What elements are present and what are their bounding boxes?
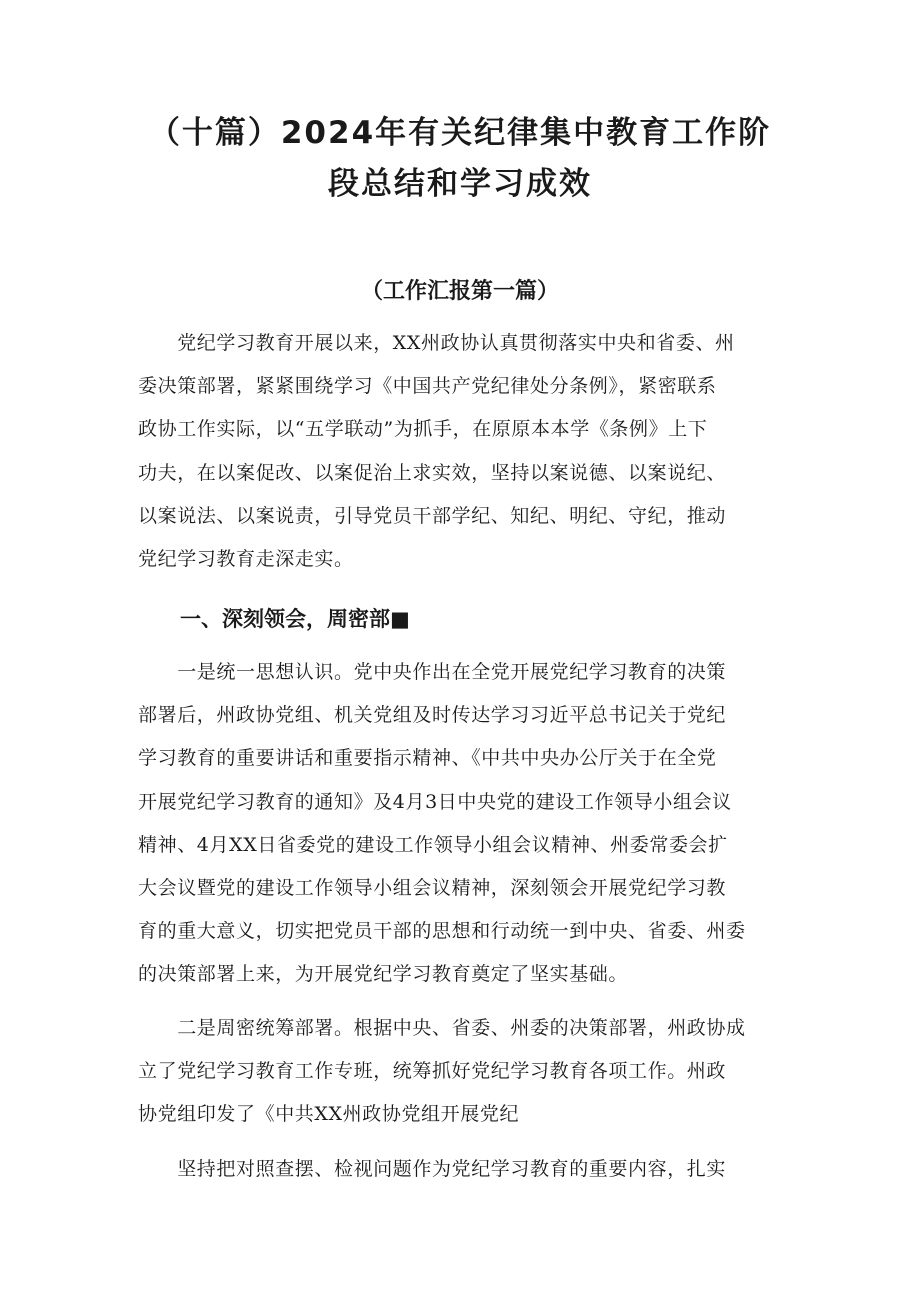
paragraph-unify-thinking: 一是统一思想认识。党中央作出在全党开展党纪学习教育的决策 部署后，州政协党组、机关党组及时传达学习习近平总书记关于党纪 学习教育的重要讲话和重要指示精神、《中共中央办公厅关于在全党 开展党纪学习教育的通知》及4月3日中央党的建设工作领导小组会议 精神、4月XX日省委党的建设工作领导小组会议精神、州委常委会扩 大会议暨党的建设工作领导小组会议精神，深刻领会开展党纪学习教 育的重大意义，切实把党员干部的思想和行动统一到中央、省委、州委 的决策部署上来，为开展党纪学习教育奠定了坚实基础。: [138, 661, 746, 986]
document-subtitle: （工作汇报第一篇）: [360, 279, 559, 304]
intro-paragraph: 党纪学习教育开展以来，XX州政协认真贯彻落实中央和省委、州 委决策部署，紧紧围绕学习《中国共产党纪律处分条例》，紧密联系 政协工作实际，以“五学联动”为抓手，在原原本本学《条例》上下 功夫，在以案促改、以案促治上求实效，坚持以案说德、以案说纪、 以案说法、以案说责，引导党员干部学纪、知纪、明纪、守纪，推动 党纪学习教育走深走实。: [138, 332, 735, 571]
section-heading-1: 一、深刻领会，周密部■: [180, 607, 410, 631]
paragraph-overall-planning: 二是周密统筹部署。根据中央、省委、州委的决策部署，州政协成 立了党纪学习教育工作专班，统筹抓好党纪学习教育各项工作。州政 协党组印发了《中共XX州政协党组开展党纪: [138, 1017, 746, 1126]
document-title-line2: 段总结和学习成效: [328, 166, 592, 202]
paragraph-self-examination: 坚持把对照查摆、检视问题作为党纪学习教育的重要内容，扎实: [138, 1158, 727, 1180]
document-title-line1: （十篇）2024年有关纪律集中教育工作阶: [148, 115, 772, 151]
